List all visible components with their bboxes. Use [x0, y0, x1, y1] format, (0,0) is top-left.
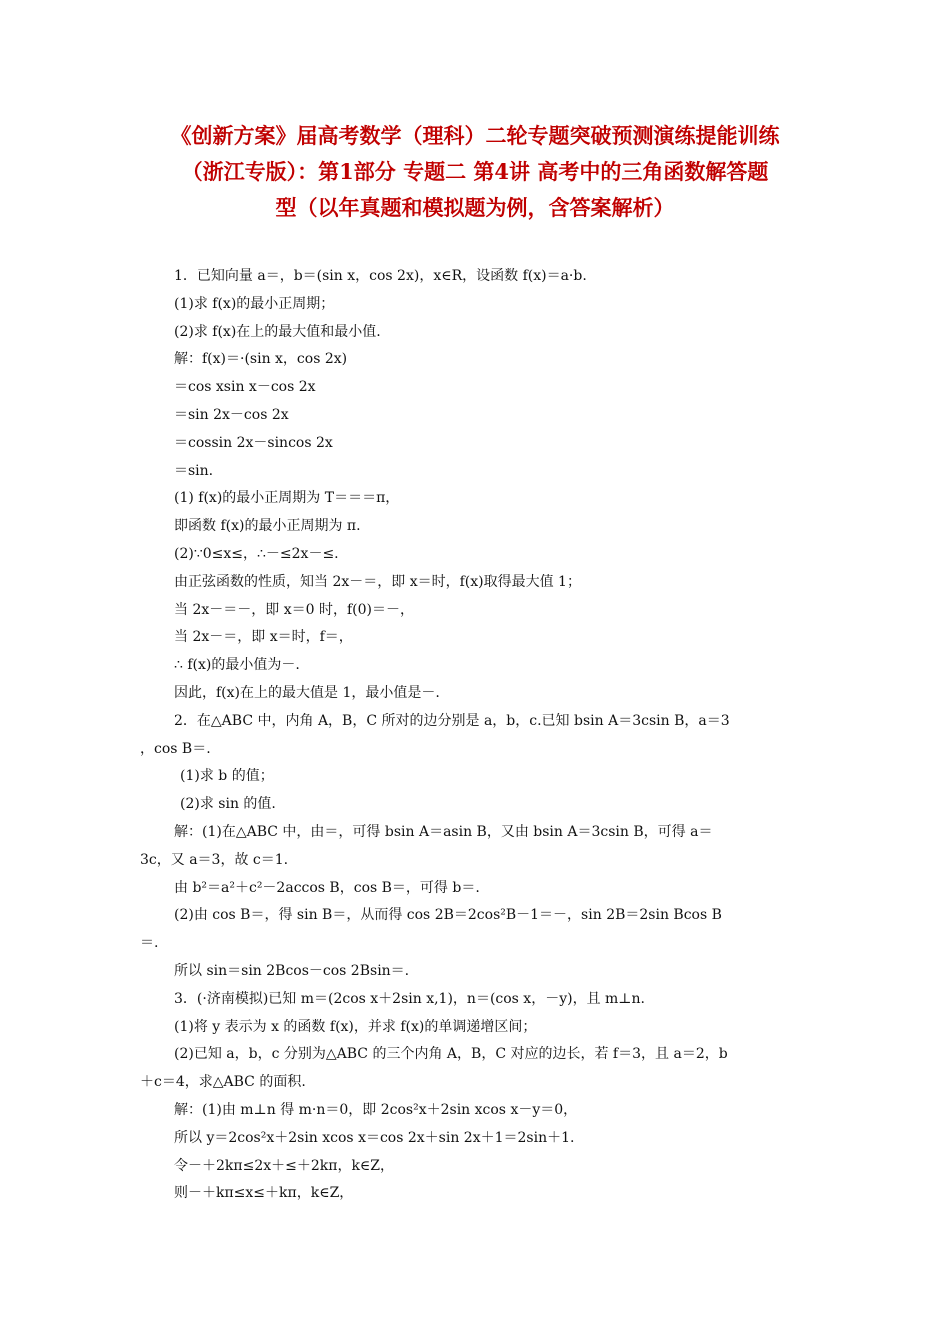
text-line: 令－＋2kπ≤2x＋≤＋2kπ，k∈Z，	[174, 1157, 395, 1174]
text-line: 由正弦函数的性质，知当 2x－＝，即 x＝时，f(x)取得最大值 1；	[174, 573, 581, 590]
text-line: 当 2x－＝，即 x＝时，f＝，	[174, 629, 353, 646]
text-line: ＋c＝4，求△ABC 的面积.	[140, 1074, 306, 1091]
text-line: 2．在△ABC 中，内角 A，B，C 所对的边分别是 a，b，c.已知 bsin A＝3csin B，a＝3	[174, 712, 730, 729]
text-line: 解：(1)在△ABC 中，由＝，可得 bsin A＝asin B，又由 bsin A＝3csin B，可得 a＝	[174, 823, 713, 840]
text-line: 所以 sin＝sin 2Bcos－cos 2Bsin＝.	[174, 962, 410, 979]
text-line: 即函数 f(x)的最小正周期为 π.	[174, 518, 361, 535]
text-line: 由 b²＝a²＋c²－2accos B，cos B＝，可得 b＝.	[174, 879, 480, 896]
text-line: ，cos B＝.	[140, 740, 211, 757]
text-line: ＝.	[140, 935, 159, 952]
text-line: ＝sin.	[174, 462, 214, 479]
text-line: 当 2x－＝－，即 x＝0 时，f(0)＝－，	[174, 601, 414, 618]
title-line-1: 《创新方案》届高考数学（理科）二轮专题突破预测演练提能训练	[170, 123, 780, 148]
text-line: ∴ f(x)的最小值为－.	[174, 657, 300, 674]
text-line: 3．(·济南模拟)已知 m＝(2cos x＋2sin x,1)，n＝(cos x，－y)，且 m⊥n.	[174, 990, 645, 1007]
text-line: ＝sin 2x－cos 2x	[174, 406, 289, 423]
title-line-3: 型（以年真题和模拟题为例，含答案解析）	[275, 195, 675, 220]
text-line: (1) f(x)的最小正周期为 T＝＝＝π，	[174, 490, 400, 507]
text-line: 解：f(x)＝·(sin x，cos 2x)	[174, 351, 348, 368]
text-line: (2)求 sin 的值.	[180, 796, 276, 813]
text-line: 则－＋kπ≤x≤＋kπ，k∈Z，	[174, 1185, 354, 1202]
text-line: 1．已知向量 a＝，b＝(sin x，cos 2x)，x∈R，设函数 f(x)＝a·b.	[174, 268, 587, 284]
text-line: 3c，又 a＝3，故 c＝1.	[140, 851, 289, 868]
text-line: (2)求 f(x)在上的最大值和最小值.	[174, 323, 381, 340]
text-line: ＝cossin 2x－sincos 2x	[174, 434, 333, 451]
text-line: 因此，f(x)在上的最大值是 1，最小值是－.	[174, 684, 440, 701]
text-line: (1)将 y 表示为 x 的函数 f(x)，并求 f(x)的单调递增区间；	[174, 1018, 537, 1035]
text-line: (1)求 f(x)的最小正周期；	[174, 295, 335, 312]
text-line: (2)∵0≤x≤，∴－≤2x－≤.	[174, 545, 339, 562]
text-line: 解：(1)由 m⊥n 得 m·n＝0，即 2cos²x＋2sin xcos x－y＝0，	[174, 1101, 578, 1118]
text-line: (2)由 cos B＝，得 sin B＝，从而得 cos 2B＝2cos²B－1＝－，sin 2B＝2sin Bcos B	[174, 907, 722, 924]
document-body	[140, 263, 820, 1208]
text-line: (2)已知 a，b，c 分别为△ABC 的三个内角 A，B，C 对应的边长，若 f＝3，且 a＝2，b	[174, 1046, 728, 1063]
title-line-2: （浙江专版）：第1部分 专题二 第4讲 高考中的三角函数解答题	[181, 159, 769, 184]
text-line: ＝cos xsin x－cos 2x	[174, 379, 316, 396]
text-line: 所以 y＝2cos²x＋2sin xcos x＝cos 2x＋sin 2x＋1＝2sin＋1.	[174, 1129, 575, 1146]
text-line: (1)求 b 的值；	[180, 768, 274, 785]
document-title	[110, 118, 840, 226]
